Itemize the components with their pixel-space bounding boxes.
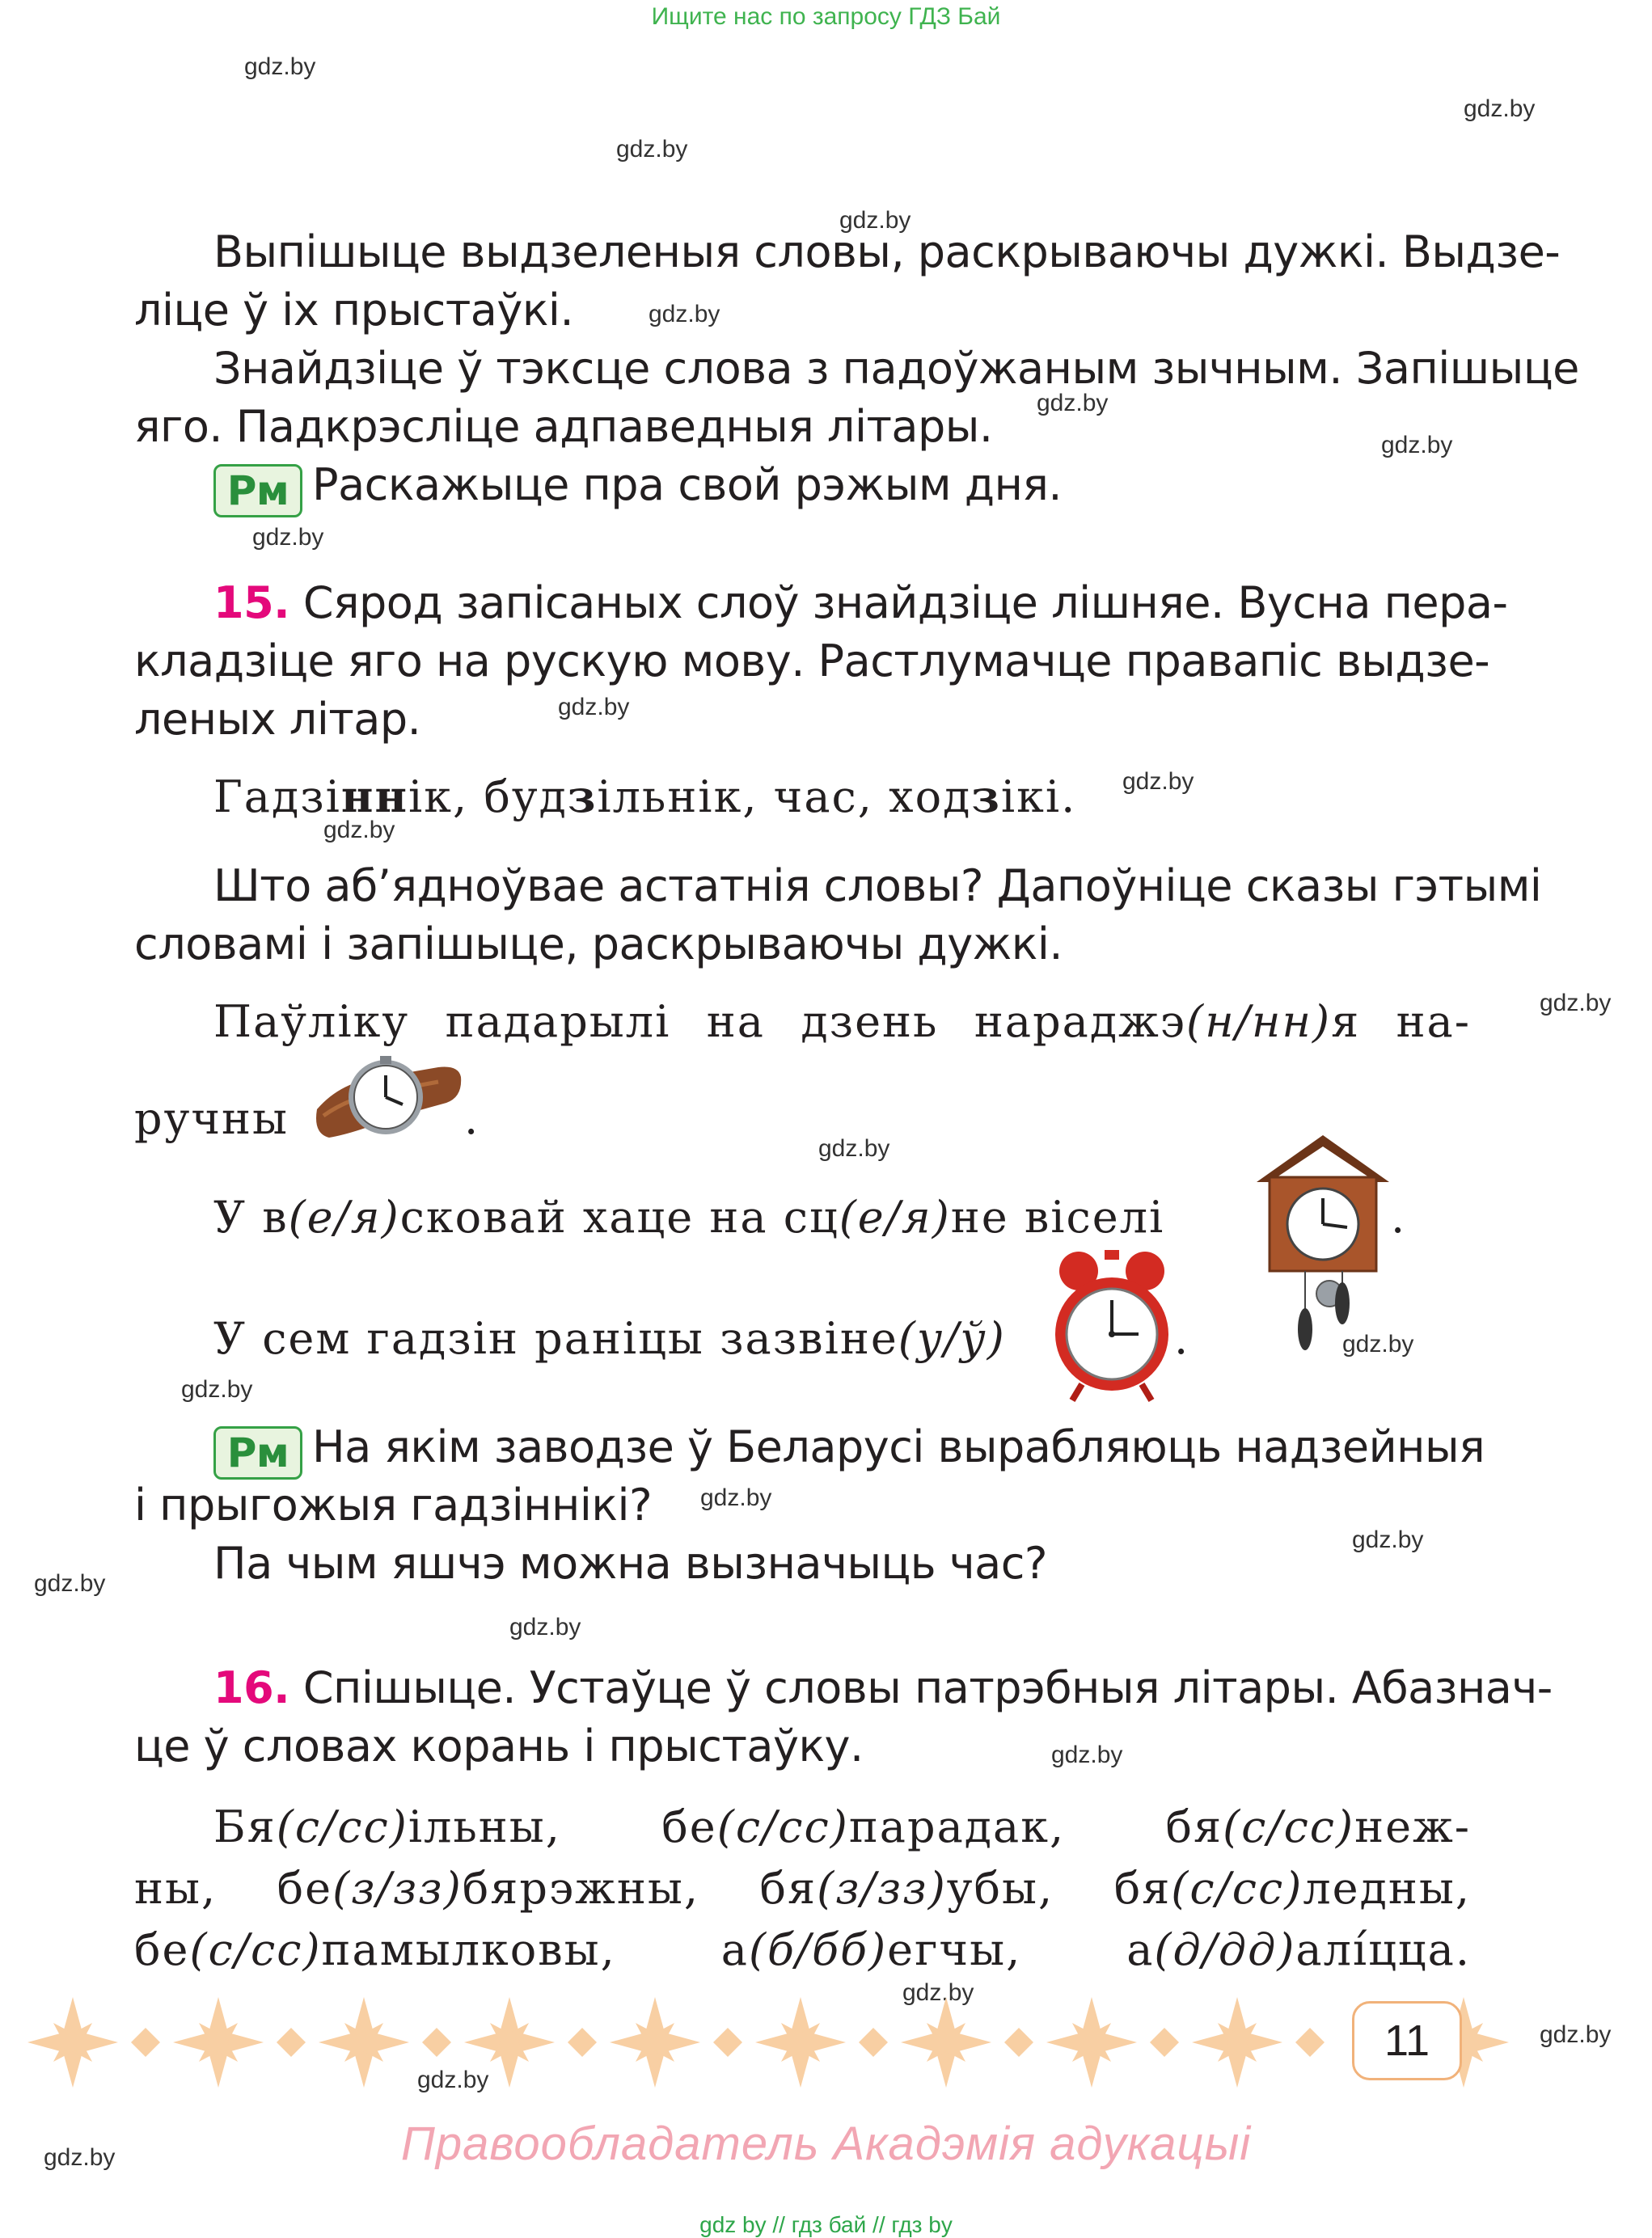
- watermark: gdz.by: [558, 694, 630, 720]
- watermark: gdz.by: [323, 817, 395, 843]
- word-part: алі́цца.: [1295, 1924, 1472, 1975]
- sentence-text: не віселі: [950, 1192, 1165, 1243]
- word-part: ікі.: [1000, 771, 1077, 822]
- sentence-4-end: .: [1174, 1313, 1190, 1364]
- watermark: gdz.by: [616, 136, 688, 163]
- word-row: [134, 1860, 1471, 1917]
- word-part: Бя: [213, 1801, 277, 1852]
- word-part: убы, бя: [946, 1863, 1172, 1914]
- sentence-text: Паўліку падарылі на дзень нараджэ: [213, 996, 1187, 1047]
- letter-choice: (н/нн): [1186, 996, 1332, 1047]
- exercise-text: Спішыце. Устаўце ў словы патрэбныя літары. Абазнач-: [302, 1662, 1553, 1713]
- letter-choice: (з/зз): [817, 1863, 947, 1914]
- intro-line: Знайдзіце ў тэксце слова з падоўжаным зычным. Запішыце: [213, 343, 1579, 394]
- watermark: gdz.by: [1342, 1331, 1414, 1358]
- word-part: бярэжны, бя: [462, 1863, 818, 1914]
- watermark: gdz.by: [252, 524, 324, 551]
- cuckoo-clock-icon: [1252, 1132, 1394, 1350]
- rm-task: [213, 456, 1062, 517]
- watermark: gdz.by: [818, 1135, 890, 1162]
- sentence-3: [213, 1189, 1164, 1246]
- letter-choice: (с/сс): [716, 1801, 849, 1852]
- watermark: gdz.by: [1464, 95, 1536, 122]
- bottom-links[interactable]: gdz by // гдз бай // гдз by: [699, 2212, 953, 2237]
- exercise-15-line: [213, 574, 1507, 631]
- sentence-text: У в: [213, 1192, 289, 1243]
- exercise-number: 15.: [213, 577, 290, 628]
- letter-choice: (б/бб): [748, 1924, 888, 1975]
- word-part: ік, буд: [408, 771, 568, 822]
- sentence-text: сковай хаце на сц: [399, 1192, 839, 1243]
- word-row: [213, 1798, 1471, 1856]
- watermark: gdz.by: [700, 1484, 772, 1511]
- word-part: бе: [134, 1924, 190, 1975]
- sentence-2-start: ручны: [134, 1093, 289, 1144]
- word-row: [134, 1921, 1471, 1978]
- watermark: gdz.by: [34, 1570, 106, 1597]
- word-part: неж-: [1354, 1801, 1471, 1852]
- watermark: gdz.by: [1540, 2021, 1612, 2048]
- exercise-15-line: леных літар.: [134, 694, 421, 745]
- word-part: Гадзі: [213, 771, 341, 822]
- copyright-notice: Правообладатель Акадэмія адукацыі: [400, 2118, 1252, 2170]
- word-part: егчы, а: [887, 1924, 1155, 1975]
- watermark: gdz.by: [1051, 1742, 1123, 1768]
- sentence-3-end: .: [1391, 1192, 1407, 1243]
- rm-question: [213, 1418, 1485, 1480]
- watermark: gdz.by: [1540, 990, 1612, 1016]
- word-part: ільнік, час, ход: [597, 771, 972, 822]
- letter-choice: (с/сс): [1171, 1863, 1303, 1914]
- rm-badge: Рм: [213, 464, 302, 517]
- watermark: gdz.by: [1037, 390, 1109, 416]
- exercise-number: 16.: [213, 1662, 290, 1713]
- page-number: 11: [1352, 2001, 1462, 2080]
- letter-choice: (с/сс): [276, 1801, 408, 1852]
- watermark: gdz.by: [902, 1979, 974, 2006]
- letter-choice: (е/я): [839, 1192, 951, 1243]
- watermark: gdz.by: [44, 2144, 116, 2171]
- highlighted-letters: нн: [340, 771, 408, 822]
- exercise-16-line: [213, 1659, 1553, 1717]
- word-list: [213, 768, 1076, 826]
- watermark: gdz.by: [839, 207, 911, 234]
- intro-line: яго. Падкрэсліце адпаведныя літары.: [134, 401, 993, 452]
- alarm-clock-icon: [1051, 1245, 1172, 1404]
- rm-question-text: На якім заводзе ў Беларусі вырабляюць надзейныя: [312, 1421, 1485, 1472]
- watermark: gdz.by: [1122, 768, 1194, 795]
- word-part: ільны, бе: [408, 1801, 717, 1852]
- word-part: ледны,: [1303, 1863, 1471, 1914]
- watermark: gdz.by: [181, 1376, 253, 1403]
- letter-choice: (е/я): [288, 1192, 400, 1243]
- watermark: gdz.by: [649, 301, 720, 327]
- letter-choice: (з/зз): [332, 1863, 463, 1914]
- word-part: памылковы, а: [321, 1924, 749, 1975]
- word-part: парадак, бя: [848, 1801, 1223, 1852]
- rm-question-line: Па чым яшчэ можна вызначыць час?: [213, 1538, 1048, 1589]
- watermark: gdz.by: [1352, 1526, 1424, 1553]
- letter-choice: (у/ў): [898, 1313, 1006, 1364]
- top-banner[interactable]: Ищите нас по запросу ГДЗ Бай: [651, 3, 1001, 30]
- letter-choice: (с/сс): [1223, 1801, 1355, 1852]
- ornament-border: [24, 1994, 1512, 2091]
- wristwatch-icon: [309, 1053, 467, 1143]
- exercise-16-line: це ў словах корань і прыстаўку.: [134, 1721, 864, 1771]
- sentence-1: [213, 993, 1471, 1050]
- watermark: gdz.by: [417, 2067, 489, 2093]
- highlighted-letters: з: [567, 771, 598, 822]
- question-line: Што аб’ядноўвае астатнія словы? Дапоўніце сказы гэтымі: [213, 860, 1542, 911]
- intro-line: Выпішыце выдзеленыя словы, раскрываючы дужкі. Выдзе-: [213, 226, 1561, 277]
- letter-choice: (с/сс): [189, 1924, 322, 1975]
- sentence-text: я на-: [1331, 996, 1471, 1047]
- sentence-4: [213, 1310, 1006, 1367]
- exercise-text: Сярод запісаных слоў знайдзіце лішняе. Вусна пера-: [302, 577, 1508, 628]
- rm-badge: Рм: [213, 1426, 302, 1480]
- intro-line: ліце ў іх прыстаўкі.: [134, 285, 574, 336]
- highlighted-letters: з: [971, 771, 1001, 822]
- word-part: ны, бе: [134, 1863, 333, 1914]
- rm-task-text: Раскажыце пра свой рэжым дня.: [312, 459, 1063, 510]
- question-line: словамі і запішыце, раскрываючы дужкі.: [134, 918, 1063, 969]
- sentence-text: У сем гадзін раніцы зазвіне: [213, 1313, 898, 1364]
- watermark: gdz.by: [509, 1614, 581, 1640]
- watermark: gdz.by: [244, 53, 316, 80]
- sentence-2-end: .: [464, 1093, 480, 1144]
- rm-question-line: і прыгожыя гадзіннікі?: [134, 1480, 653, 1531]
- letter-choice: (д/дд): [1154, 1924, 1296, 1975]
- watermark: gdz.by: [1381, 432, 1453, 458]
- exercise-15-line: кладзіце яго на рускую мову. Растлумачце правапіс выдзе-: [134, 636, 1490, 686]
